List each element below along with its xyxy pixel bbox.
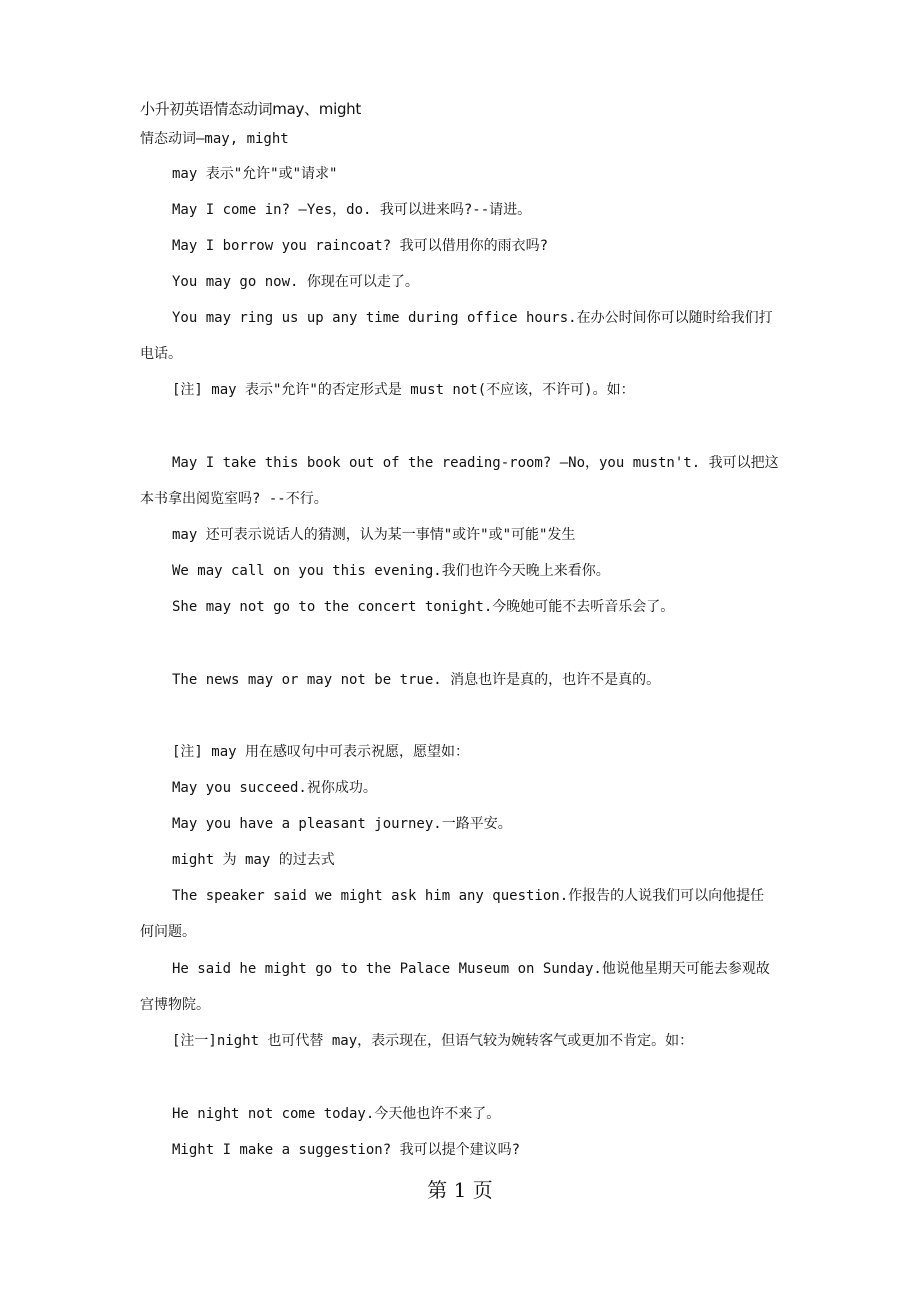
text-line: 何问题。 bbox=[140, 924, 196, 940]
text-line: Might I make a suggestion? 我可以提个建议吗? bbox=[172, 1142, 521, 1158]
text-line: 本书拿出阅览室吗? --不行。 bbox=[140, 491, 328, 507]
page-footer: 第 1 页 bbox=[427, 1178, 493, 1202]
text-line: [注] may 表示"允许"的否定形式是 must not(不应该，不许可)。如： bbox=[172, 382, 635, 398]
text-line: He night not come today.今天他也许不来了。 bbox=[172, 1106, 501, 1122]
text-line: 宫博物院。 bbox=[140, 997, 210, 1013]
text-line: The speaker said we might ask him any question.作报告的人说我们可以向他提任 bbox=[172, 888, 765, 904]
document-subtitle: 情态动词—may, might bbox=[140, 131, 289, 147]
text-line: You may go now. 你现在可以走了。 bbox=[172, 274, 419, 290]
text-line: May I come in? —Yes，do. 我可以进来吗?--请进。 bbox=[172, 202, 532, 218]
document-title: 小升初英语情态动词may、might bbox=[140, 100, 361, 118]
text-line: May you have a pleasant journey.一路平安。 bbox=[172, 816, 512, 832]
text-line: May you succeed.祝你成功。 bbox=[172, 780, 377, 796]
text-line: might 为 may 的过去式 bbox=[172, 852, 335, 868]
text-line: may 表示"允许"或"请求" bbox=[172, 166, 338, 182]
text-line: You may ring us up any time during office hours.在办公时间你可以随时给我们打 bbox=[172, 310, 773, 326]
text-line: may 还可表示说话人的猜测，认为某一事情"或许"或"可能"发生 bbox=[172, 527, 576, 543]
text-line: We may call on you this evening.我们也许今天晚上来看你。 bbox=[172, 563, 610, 579]
text-line: He said he might go to the Palace Museum on Sunday.他说他星期天可能去参观故 bbox=[172, 961, 770, 977]
text-line: 电话。 bbox=[140, 346, 182, 362]
text-line: May I borrow you raincoat? 我可以借用你的雨衣吗? bbox=[172, 238, 549, 254]
text-line: She may not go to the concert tonight.今晚她可能不去听音乐会了。 bbox=[172, 599, 675, 615]
text-line: [注一]night 也可代替 may，表示现在，但语气较为婉转客气或更加不肯定。如： bbox=[172, 1033, 694, 1049]
text-line: The news may or may not be true. 消息也许是真的，也许不是真的。 bbox=[172, 672, 661, 688]
text-line: [注] may 用在感叹句中可表示祝愿，愿望如： bbox=[172, 744, 469, 760]
text-line: May I take this book out of the reading-room? —No，you mustn't. 我可以把这 bbox=[172, 455, 779, 471]
